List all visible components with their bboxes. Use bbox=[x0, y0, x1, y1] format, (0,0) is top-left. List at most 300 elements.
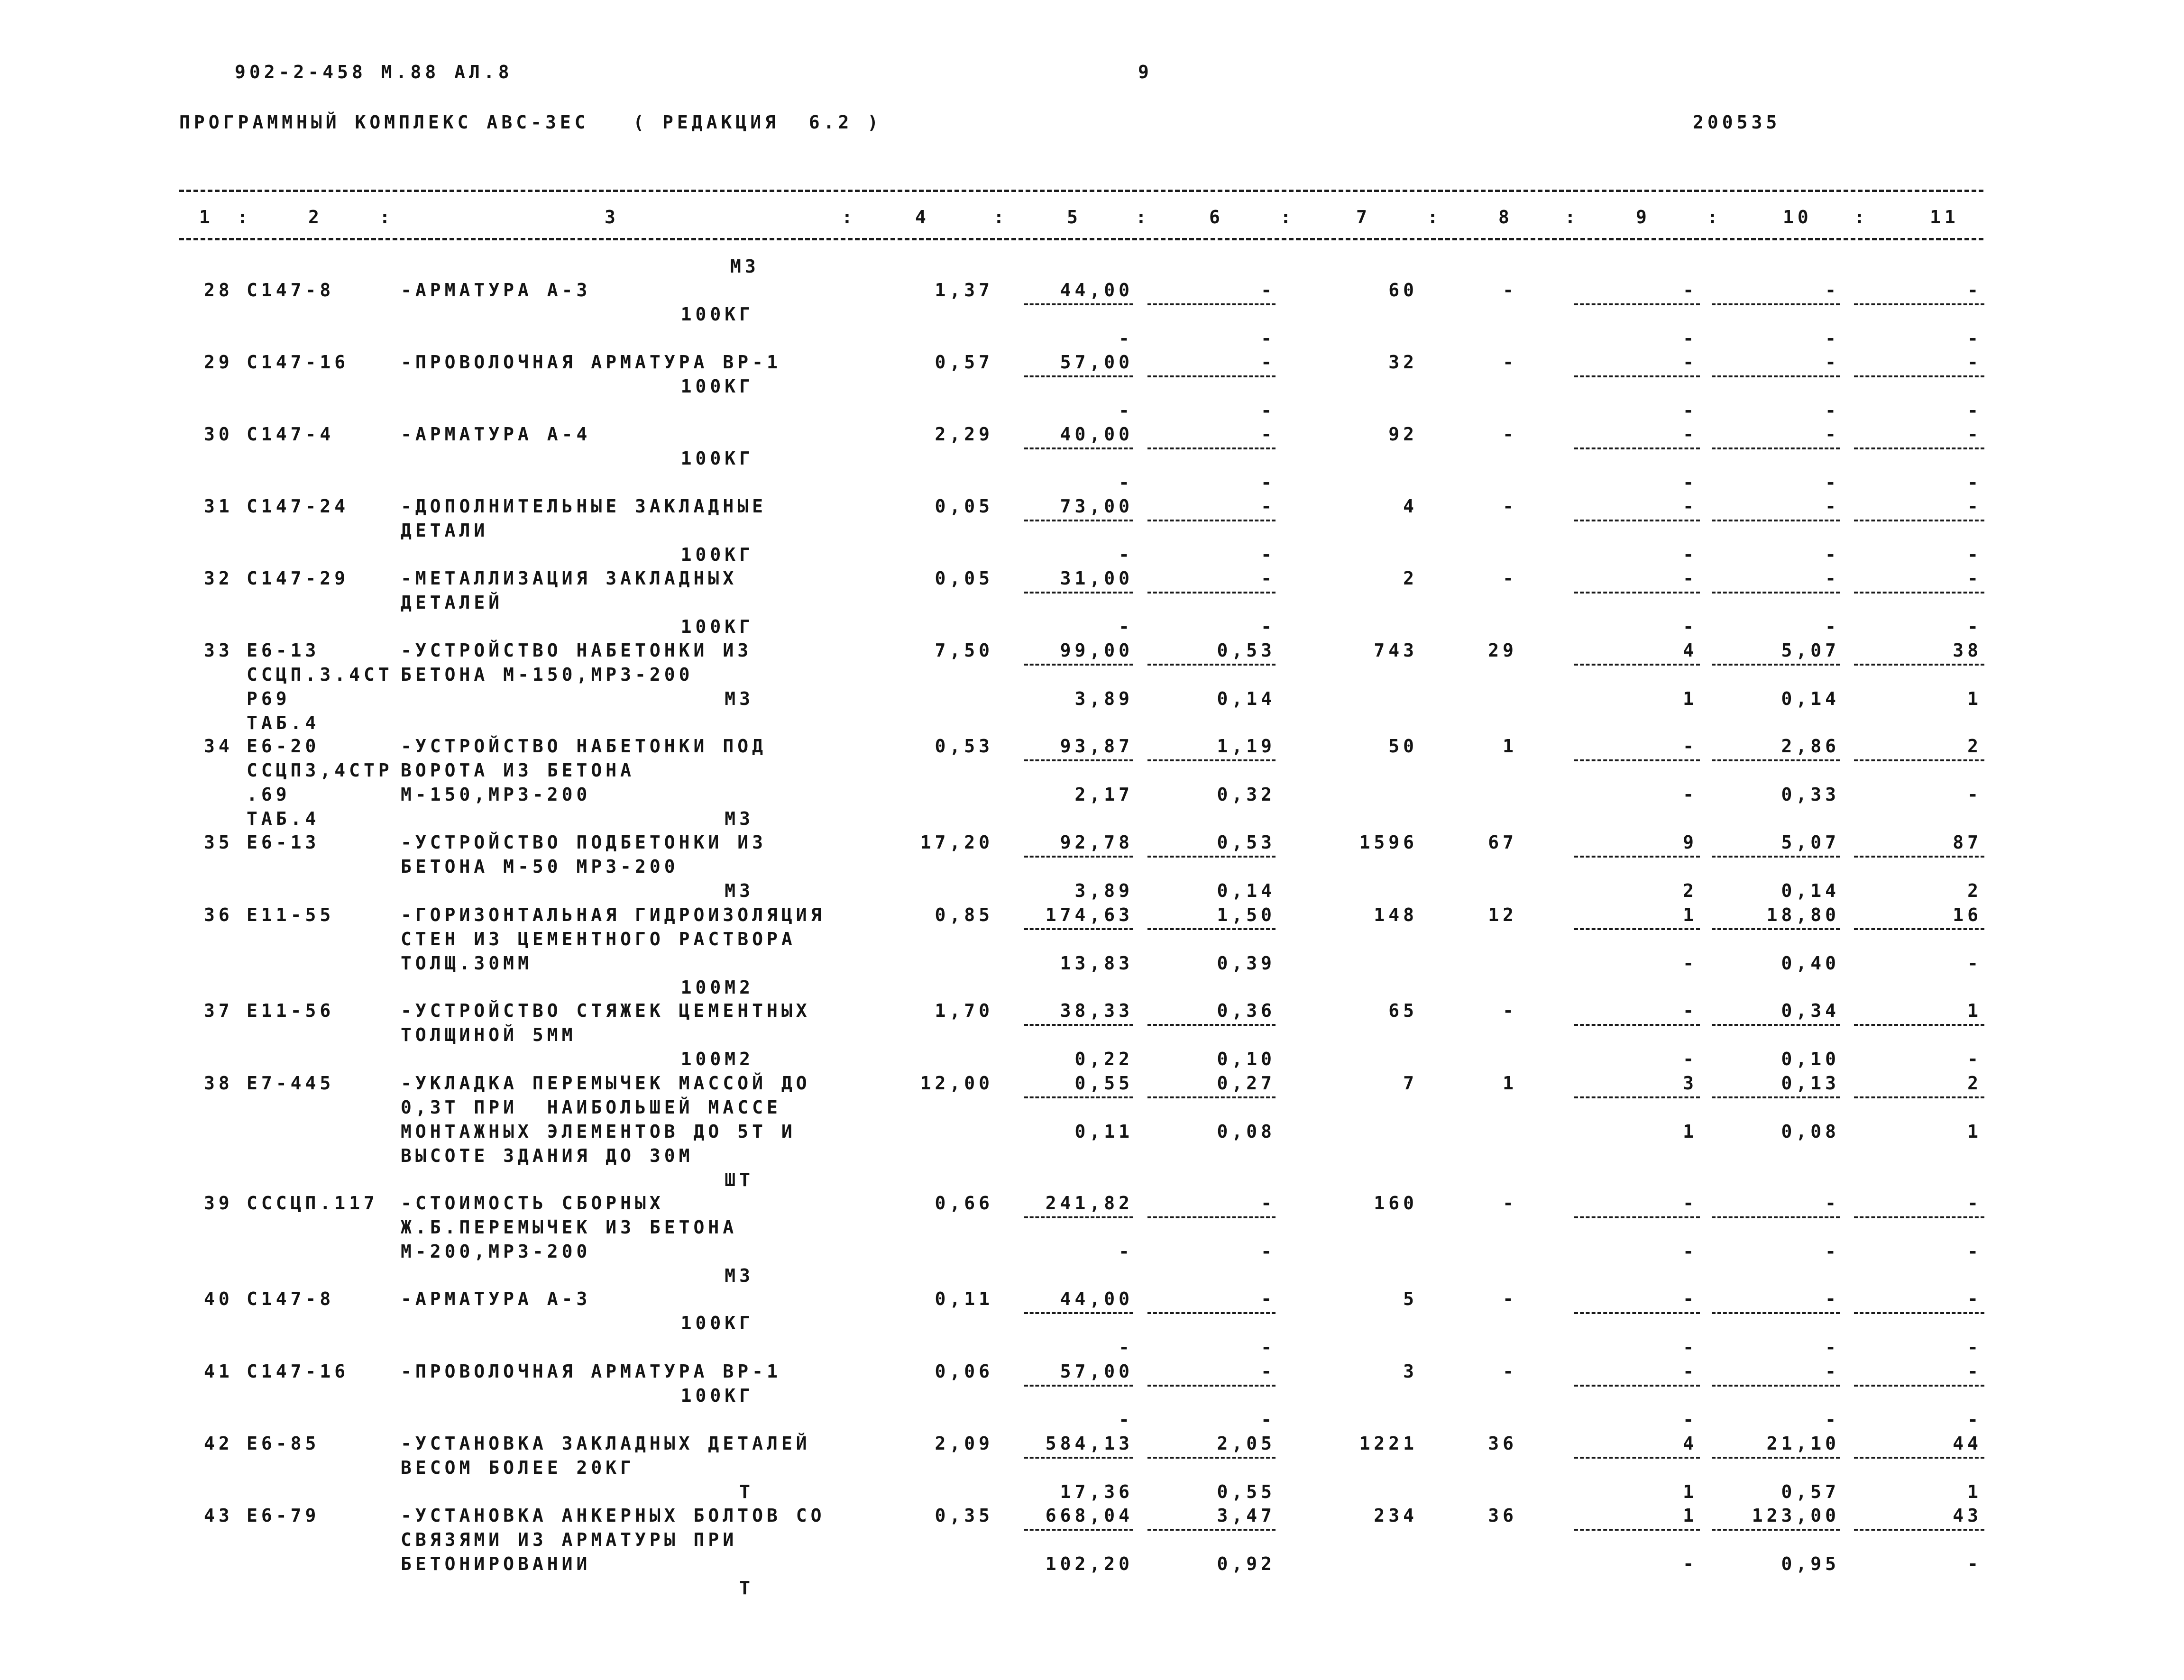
column-header-cell: 1 bbox=[199, 207, 214, 228]
total-cost-cell: 234 bbox=[1374, 1505, 1418, 1526]
cell-divider bbox=[1147, 1312, 1276, 1314]
col10-sub-cell: - bbox=[1825, 616, 1840, 637]
col9-sub-cell: - bbox=[1683, 544, 1698, 565]
col10-cell: - bbox=[1825, 352, 1840, 373]
col10-cell: 5,07 bbox=[1781, 832, 1840, 853]
cell-divider bbox=[1024, 759, 1133, 761]
column-header-cell: : bbox=[1280, 207, 1295, 228]
row-number: 35 bbox=[204, 832, 233, 853]
wage-total-cell: - bbox=[1503, 280, 1517, 301]
row-number: 32 bbox=[204, 568, 233, 589]
quantity-cell: 0,66 bbox=[935, 1193, 993, 1214]
cell-divider bbox=[1854, 1096, 1984, 1098]
wage-total-cell: 36 bbox=[1488, 1505, 1517, 1526]
wage-total-cell: - bbox=[1503, 496, 1517, 517]
col11-cell: - bbox=[1967, 352, 1982, 373]
quantity-cell: 1,70 bbox=[935, 1000, 993, 1021]
cell-divider bbox=[1854, 856, 1984, 858]
column-header-cell: : bbox=[1707, 207, 1722, 228]
work-description: Ж.Б.ПЕРЕМЫЧЕК ИЗ БЕТОНА bbox=[401, 1217, 738, 1238]
col9-cell: - bbox=[1683, 496, 1698, 517]
col9-cell: 3 bbox=[1683, 1073, 1698, 1094]
cell-divider bbox=[1854, 1529, 1984, 1531]
wage-total-cell: 1 bbox=[1503, 1073, 1517, 1094]
unit-cost-sub-cell: - bbox=[1119, 1241, 1133, 1262]
row-number: 33 bbox=[204, 640, 233, 661]
col11-sub-cell: 2 bbox=[1967, 880, 1982, 901]
unit-cost-sub-cell: - bbox=[1119, 1337, 1133, 1358]
col9-sub-cell: - bbox=[1683, 1337, 1698, 1358]
quantity-cell: 17,20 bbox=[920, 832, 993, 853]
column-header-cell: 9 bbox=[1636, 207, 1651, 228]
column-header-cell: : bbox=[1565, 207, 1579, 228]
work-description: ДЕТАЛЕЙ bbox=[401, 592, 504, 613]
wage-cost-sub-cell: 0,55 bbox=[1217, 1481, 1276, 1502]
row-number: 41 bbox=[204, 1361, 233, 1382]
col9-cell: - bbox=[1683, 1288, 1698, 1309]
rate-code: С147-16 bbox=[247, 1361, 349, 1382]
cell-divider bbox=[1574, 1312, 1700, 1314]
cell-divider bbox=[1147, 1529, 1276, 1531]
column-header-cell: : bbox=[842, 207, 856, 228]
col9-cell: 4 bbox=[1683, 640, 1698, 661]
wage-cost-sub-cell: 0,14 bbox=[1217, 688, 1276, 709]
total-cost-cell: 3 bbox=[1403, 1361, 1418, 1382]
unit-cost-sub-cell: 0,11 bbox=[1074, 1121, 1133, 1142]
cell-divider bbox=[1854, 1024, 1984, 1026]
unit-label: 100КГ bbox=[680, 616, 754, 637]
cell-divider bbox=[1147, 1024, 1276, 1026]
col11-cell: 2 bbox=[1967, 736, 1982, 757]
col10-cell: 5,07 bbox=[1781, 640, 1840, 661]
col11-sub-cell: - bbox=[1967, 616, 1982, 637]
rate-code: Е11-55 bbox=[247, 904, 335, 925]
cell-divider bbox=[1712, 664, 1840, 666]
unit-cost-sub-cell: 3,89 bbox=[1074, 688, 1133, 709]
wage-cost-sub-cell: 0,10 bbox=[1217, 1049, 1276, 1069]
cell-divider bbox=[1574, 303, 1700, 305]
col10-cell: - bbox=[1825, 1193, 1840, 1214]
cell-divider bbox=[1147, 303, 1276, 305]
quantity-cell: 0,05 bbox=[935, 568, 993, 589]
work-description: -ДОПОЛНИТЕЛЬНЫЕ ЗАКЛАДНЫЕ bbox=[401, 496, 767, 517]
cell-divider bbox=[1854, 928, 1984, 930]
cell-divider bbox=[1024, 664, 1133, 666]
col11-cell: 44 bbox=[1953, 1433, 1982, 1454]
unit-cost-cell: 40,00 bbox=[1060, 424, 1133, 445]
cell-divider bbox=[1024, 1096, 1133, 1098]
col9-sub-cell: - bbox=[1683, 1409, 1698, 1430]
doc-code: 902-2-458 М.88 АЛ.8 bbox=[235, 62, 513, 82]
col10-cell: 0,34 bbox=[1781, 1000, 1840, 1021]
cell-divider bbox=[1574, 1457, 1700, 1459]
unit-cost-sub-cell: 3,89 bbox=[1074, 880, 1133, 901]
wage-total-cell: 36 bbox=[1488, 1433, 1517, 1454]
col10-sub-cell: - bbox=[1825, 1409, 1840, 1430]
cell-divider bbox=[1574, 375, 1700, 377]
col10-cell: 21,10 bbox=[1766, 1433, 1840, 1454]
cell-divider bbox=[1147, 375, 1276, 377]
col11-cell: - bbox=[1967, 1193, 1982, 1214]
cell-divider bbox=[1024, 1529, 1133, 1531]
col10-sub-cell: 0,95 bbox=[1781, 1553, 1840, 1574]
col9-sub-cell: - bbox=[1683, 328, 1698, 349]
col11-cell: - bbox=[1967, 1288, 1982, 1309]
unit-cost-sub-cell: - bbox=[1119, 472, 1133, 493]
col10-sub-cell: 0,14 bbox=[1781, 880, 1840, 901]
col10-sub-cell: 0,14 bbox=[1781, 688, 1840, 709]
wage-cost-sub-cell: 0,39 bbox=[1217, 953, 1276, 974]
work-description: ВЫСОТЕ ЗДАНИЯ ДО 30М bbox=[401, 1145, 694, 1166]
col9-sub-cell: - bbox=[1683, 1049, 1698, 1069]
col9-sub-cell: 2 bbox=[1683, 880, 1698, 901]
quantity-cell: 0,85 bbox=[935, 904, 993, 925]
quantity-cell: 7,50 bbox=[935, 640, 993, 661]
cell-divider bbox=[1712, 928, 1840, 930]
cell-divider bbox=[1574, 592, 1700, 593]
unit-cost-sub-cell: 0,22 bbox=[1074, 1049, 1133, 1069]
cell-divider bbox=[1147, 1457, 1276, 1459]
col11-sub-cell: - bbox=[1967, 544, 1982, 565]
rate-code: Е6-20 bbox=[247, 736, 320, 757]
unit-cost-sub-cell: 2,17 bbox=[1074, 784, 1133, 805]
unit-label: Т bbox=[739, 1578, 754, 1598]
col10-cell: 2,86 bbox=[1781, 736, 1840, 757]
work-description: ДЕТАЛИ bbox=[401, 520, 489, 541]
wage-cost-cell: - bbox=[1261, 424, 1276, 445]
cell-divider bbox=[1147, 1216, 1276, 1218]
cell-divider bbox=[1024, 592, 1133, 593]
cell-divider bbox=[1712, 1385, 1840, 1387]
total-cost-cell: 2 bbox=[1403, 568, 1418, 589]
col9-cell: 4 bbox=[1683, 1433, 1698, 1454]
cell-divider bbox=[1712, 520, 1840, 521]
column-header-cell: 5 bbox=[1067, 207, 1082, 228]
wage-cost-sub-cell: - bbox=[1261, 400, 1276, 421]
work-description: МОНТАЖНЫХ ЭЛЕМЕНТОВ ДО 5Т И bbox=[401, 1121, 796, 1142]
row-number: 37 bbox=[204, 1000, 233, 1021]
total-cost-cell: 4 bbox=[1403, 496, 1418, 517]
rate-code: С147-8 bbox=[247, 280, 335, 301]
wage-total-cell: - bbox=[1503, 1288, 1517, 1309]
column-header-cell: : bbox=[1136, 207, 1150, 228]
wage-total-cell: 1 bbox=[1503, 736, 1517, 757]
col11-cell: - bbox=[1967, 496, 1982, 517]
cell-divider bbox=[1854, 375, 1984, 377]
row-number: 43 bbox=[204, 1505, 233, 1526]
row-number: 31 bbox=[204, 496, 233, 517]
col9-sub-cell: - bbox=[1683, 616, 1698, 637]
col10-cell: - bbox=[1825, 1361, 1840, 1382]
work-description: -ГОРИЗОНТАЛЬНАЯ ГИДРОИЗОЛЯЦИЯ bbox=[401, 904, 826, 925]
wage-cost-cell: 0,36 bbox=[1217, 1000, 1276, 1021]
rate-code: С147-8 bbox=[247, 1288, 335, 1309]
column-header-cell: : bbox=[237, 207, 252, 228]
cell-divider bbox=[1712, 303, 1840, 305]
unit-label: ШТ bbox=[725, 1169, 754, 1190]
quantity-cell: 12,00 bbox=[920, 1073, 993, 1094]
row-number: 42 bbox=[204, 1433, 233, 1454]
column-header-cell: 4 bbox=[915, 207, 930, 228]
quantity-cell: 0,35 bbox=[935, 1505, 993, 1526]
col10-cell: - bbox=[1825, 424, 1840, 445]
work-description: СВЯЗЯМИ ИЗ АРМАТУРЫ ПРИ bbox=[401, 1529, 738, 1550]
total-cost-cell: 65 bbox=[1388, 1000, 1418, 1021]
cell-divider bbox=[1712, 447, 1840, 449]
work-description: -ПРОВОЛОЧНАЯ АРМАТУРА ВР-1 bbox=[401, 1361, 781, 1382]
quantity-cell: 0,57 bbox=[935, 352, 993, 373]
unit-cost-sub-cell: 13,83 bbox=[1060, 953, 1133, 974]
col9-sub-cell: - bbox=[1683, 472, 1698, 493]
cell-divider bbox=[1024, 1457, 1133, 1459]
wage-cost-sub-cell: 0,92 bbox=[1217, 1553, 1276, 1574]
unit-label: Т bbox=[739, 1481, 754, 1502]
cell-divider bbox=[1574, 1024, 1700, 1026]
cell-divider bbox=[1574, 520, 1700, 521]
work-description: -УСТРОЙСТВО НАБЕТОНКИ ИЗ bbox=[401, 640, 752, 661]
rate-code: Е7-445 bbox=[247, 1073, 335, 1094]
wage-cost-cell: - bbox=[1261, 1288, 1276, 1309]
cell-divider bbox=[1712, 1024, 1840, 1026]
work-description: -МЕТАЛЛИЗАЦИЯ ЗАКЛАДНЫХ bbox=[401, 568, 738, 589]
col9-sub-cell: 1 bbox=[1683, 1481, 1698, 1502]
col9-cell: - bbox=[1683, 568, 1698, 589]
col10-sub-cell: - bbox=[1825, 400, 1840, 421]
col10-cell: - bbox=[1825, 1288, 1840, 1309]
row-number: 40 bbox=[204, 1288, 233, 1309]
rate-code: ТАБ.4 bbox=[247, 712, 320, 733]
cell-divider bbox=[1574, 928, 1700, 930]
cell-divider bbox=[1574, 759, 1700, 761]
cell-divider bbox=[1024, 1216, 1133, 1218]
rate-code: С147-29 bbox=[247, 568, 349, 589]
quantity-cell: 0,11 bbox=[935, 1288, 993, 1309]
cell-divider bbox=[1147, 759, 1276, 761]
total-cost-cell: 32 bbox=[1388, 352, 1418, 373]
unit-label: 100М2 bbox=[680, 1049, 754, 1069]
rate-code: ТАБ.4 bbox=[247, 808, 320, 829]
column-header-cell: : bbox=[1427, 207, 1442, 228]
col10-cell: - bbox=[1825, 496, 1840, 517]
col11-sub-cell: 1 bbox=[1967, 1121, 1982, 1142]
wage-total-cell: - bbox=[1503, 424, 1517, 445]
col10-sub-cell: 0,10 bbox=[1781, 1049, 1840, 1069]
cell-divider bbox=[1854, 592, 1984, 593]
unit-cost-sub-cell: - bbox=[1119, 616, 1133, 637]
rate-code: СССЦП.117 bbox=[247, 1193, 378, 1214]
col9-cell: 1 bbox=[1683, 904, 1698, 925]
work-description: БЕТОНА М-50 МРЗ-200 bbox=[401, 856, 679, 877]
work-description: 0,3Т ПРИ НАИБОЛЬШЕЙ МАССЕ bbox=[401, 1097, 781, 1118]
work-description: ВОРОТА ИЗ БЕТОНА bbox=[401, 760, 635, 781]
work-description: -ПРОВОЛОЧНАЯ АРМАТУРА ВР-1 bbox=[401, 352, 781, 373]
cell-divider bbox=[1712, 1096, 1840, 1098]
col9-cell: - bbox=[1683, 1193, 1698, 1214]
cell-divider bbox=[1712, 592, 1840, 593]
cell-divider bbox=[1024, 1385, 1133, 1387]
col9-cell: - bbox=[1683, 1000, 1698, 1021]
total-cost-cell: 60 bbox=[1388, 280, 1418, 301]
col11-sub-cell: - bbox=[1967, 1553, 1982, 1574]
unit-cost-sub-cell: 17,36 bbox=[1060, 1481, 1133, 1502]
wage-cost-cell: - bbox=[1261, 496, 1276, 517]
unit-label: 100КГ bbox=[680, 1385, 754, 1406]
cell-divider bbox=[1854, 664, 1984, 666]
cell-divider bbox=[1024, 1024, 1133, 1026]
cell-divider bbox=[1712, 1457, 1840, 1459]
rate-code: Е6-79 bbox=[247, 1505, 320, 1526]
unit-cost-sub-cell: - bbox=[1119, 328, 1133, 349]
col9-sub-cell: - bbox=[1683, 953, 1698, 974]
col11-cell: - bbox=[1967, 1361, 1982, 1382]
work-description: -УСТАНОВКА АНКЕРНЫХ БОЛТОВ СО bbox=[401, 1505, 826, 1526]
cell-divider bbox=[1854, 447, 1984, 449]
col11-sub-cell: - bbox=[1967, 784, 1982, 805]
rate-code: Е11-56 bbox=[247, 1000, 335, 1021]
col11-cell: - bbox=[1967, 280, 1982, 301]
col11-cell: - bbox=[1967, 424, 1982, 445]
rate-code: ССЦП3,4СТР bbox=[247, 760, 393, 781]
cell-divider bbox=[1712, 1529, 1840, 1531]
col10-cell: 18,80 bbox=[1766, 904, 1840, 925]
col10-sub-cell: - bbox=[1825, 1241, 1840, 1262]
unit-label: 100КГ bbox=[680, 544, 754, 565]
unit-label: 100КГ bbox=[680, 448, 754, 469]
unit-label: М3 bbox=[725, 808, 754, 829]
cell-divider bbox=[1854, 1385, 1984, 1387]
cell-divider bbox=[1024, 520, 1133, 521]
col11-sub-cell: - bbox=[1967, 400, 1982, 421]
unit-cost-sub-cell: 102,20 bbox=[1045, 1553, 1133, 1574]
wage-cost-cell: - bbox=[1261, 1193, 1276, 1214]
col9-cell: - bbox=[1683, 424, 1698, 445]
rate-code: Е6-85 bbox=[247, 1433, 320, 1454]
work-description: М-200,МРЗ-200 bbox=[401, 1241, 591, 1262]
wage-cost-cell: 1,19 bbox=[1217, 736, 1276, 757]
col10-sub-cell: - bbox=[1825, 1337, 1840, 1358]
unit-cost-sub-cell: - bbox=[1119, 400, 1133, 421]
cell-divider bbox=[1147, 592, 1276, 593]
unit-cost-cell: 92,78 bbox=[1060, 832, 1133, 853]
cell-divider bbox=[1024, 856, 1133, 858]
col11-cell: 16 bbox=[1953, 904, 1982, 925]
col10-cell: 0,13 bbox=[1781, 1073, 1840, 1094]
col9-cell: - bbox=[1683, 1361, 1698, 1382]
unit-cost-sub-cell: - bbox=[1119, 544, 1133, 565]
total-cost-cell: 743 bbox=[1374, 640, 1418, 661]
work-description: -УСТАНОВКА ЗАКЛАДНЫХ ДЕТАЛЕЙ bbox=[401, 1433, 811, 1454]
unit-cost-sub-cell: - bbox=[1119, 1409, 1133, 1430]
unit-cost-cell: 668,04 bbox=[1045, 1505, 1133, 1526]
col10-cell: - bbox=[1825, 568, 1840, 589]
quantity-cell: 0,05 bbox=[935, 496, 993, 517]
row-number: 36 bbox=[204, 904, 233, 925]
col11-sub-cell: 1 bbox=[1967, 688, 1982, 709]
unit-label: М3 bbox=[725, 688, 754, 709]
cell-divider bbox=[1024, 447, 1133, 449]
wage-cost-cell: - bbox=[1261, 352, 1276, 373]
cell-divider bbox=[1147, 664, 1276, 666]
wage-cost-sub-cell: 0,08 bbox=[1217, 1121, 1276, 1142]
work-description: ТОЛЩ.30ММ bbox=[401, 953, 532, 974]
cell-divider bbox=[1024, 303, 1133, 305]
col9-sub-cell: - bbox=[1683, 1553, 1698, 1574]
total-cost-cell: 1221 bbox=[1359, 1433, 1418, 1454]
cell-divider bbox=[1574, 856, 1700, 858]
unit-cost-cell: 73,00 bbox=[1060, 496, 1133, 517]
unit-label: М3 bbox=[725, 880, 754, 901]
quantity-cell: 2,29 bbox=[935, 424, 993, 445]
work-description: М-150,МРЗ-200 bbox=[401, 784, 591, 805]
col9-sub-cell: - bbox=[1683, 400, 1698, 421]
wage-cost-cell: 3,47 bbox=[1217, 1505, 1276, 1526]
cell-divider bbox=[1147, 856, 1276, 858]
cell-divider bbox=[1147, 928, 1276, 930]
rate-code: С147-24 bbox=[247, 496, 349, 517]
cell-divider bbox=[1712, 759, 1840, 761]
cell-divider bbox=[1854, 1312, 1984, 1314]
wage-total-cell: - bbox=[1503, 1000, 1517, 1021]
col11-sub-cell: - bbox=[1967, 328, 1982, 349]
col11-cell: 43 bbox=[1953, 1505, 1982, 1526]
wage-total-cell: 67 bbox=[1488, 832, 1517, 853]
col10-sub-cell: 0,40 bbox=[1781, 953, 1840, 974]
cell-divider bbox=[1574, 1385, 1700, 1387]
wage-cost-cell: - bbox=[1261, 1361, 1276, 1382]
page-number: 9 bbox=[1138, 62, 1153, 82]
total-cost-cell: 50 bbox=[1388, 736, 1418, 757]
col10-sub-cell: 0,33 bbox=[1781, 784, 1840, 805]
unit-label: М3 bbox=[725, 1265, 754, 1286]
column-header-cell: 6 bbox=[1209, 207, 1224, 228]
total-cost-cell: 7 bbox=[1403, 1073, 1418, 1094]
cell-divider bbox=[1574, 447, 1700, 449]
work-description: -УКЛАДКА ПЕРЕМЫЧЕК МАССОЙ ДО bbox=[401, 1073, 811, 1094]
total-cost-cell: 160 bbox=[1374, 1193, 1418, 1214]
col11-sub-cell: - bbox=[1967, 1049, 1982, 1069]
unit-label: 100КГ bbox=[680, 1313, 754, 1333]
unit-label-top: М3 bbox=[730, 256, 760, 277]
unit-cost-cell: 31,00 bbox=[1060, 568, 1133, 589]
unit-label: 100КГ bbox=[680, 376, 754, 397]
wage-cost-cell: 0,53 bbox=[1217, 832, 1276, 853]
total-cost-cell: 1596 bbox=[1359, 832, 1418, 853]
wage-total-cell: - bbox=[1503, 1193, 1517, 1214]
col11-cell: - bbox=[1967, 568, 1982, 589]
rate-code: Е6-13 bbox=[247, 640, 320, 661]
unit-cost-cell: 44,00 bbox=[1060, 280, 1133, 301]
wage-total-cell: - bbox=[1503, 352, 1517, 373]
work-description: -АРМАТУРА А-4 bbox=[401, 424, 591, 445]
wage-cost-cell: 0,53 bbox=[1217, 640, 1276, 661]
col9-sub-cell: - bbox=[1683, 1241, 1698, 1262]
col11-sub-cell: - bbox=[1967, 472, 1982, 493]
work-description: -АРМАТУРА А-3 bbox=[401, 1288, 591, 1309]
wage-total-cell: - bbox=[1503, 568, 1517, 589]
row-number: 34 bbox=[204, 736, 233, 757]
cell-divider bbox=[1854, 1457, 1984, 1459]
unit-cost-cell: 0,55 bbox=[1074, 1073, 1133, 1094]
column-header-cell: 3 bbox=[605, 207, 619, 228]
col11-cell: 87 bbox=[1953, 832, 1982, 853]
cell-divider bbox=[1574, 1529, 1700, 1531]
column-header-cell: : bbox=[993, 207, 1008, 228]
row-number: 38 bbox=[204, 1073, 233, 1094]
wage-total-cell: 29 bbox=[1488, 640, 1517, 661]
column-header-cell: 7 bbox=[1356, 207, 1371, 228]
work-description: СТЕН ИЗ ЦЕМЕНТНОГО РАСТВОРА bbox=[401, 929, 796, 950]
cell-divider bbox=[1854, 303, 1984, 305]
